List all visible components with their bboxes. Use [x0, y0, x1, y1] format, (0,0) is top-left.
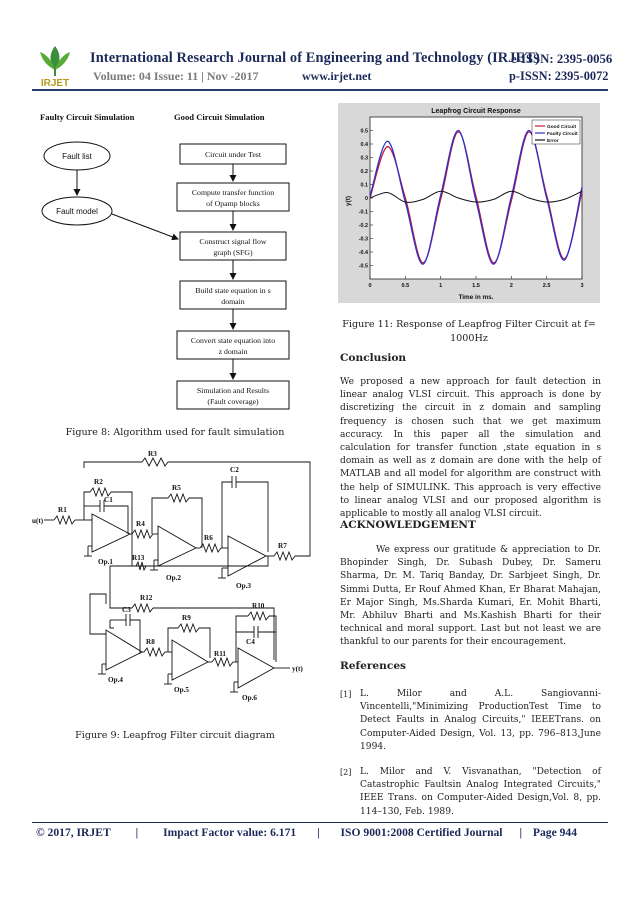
figure11-chart: [338, 103, 600, 303]
label-r8: R8: [146, 638, 155, 646]
page-footer: © 2017, IRJET | Impact Factor value: 6.171 | ISO 9001:2008 Certified Journal | Page 944: [36, 826, 578, 839]
logo-text: IRJET: [40, 78, 70, 88]
footer-rule: [32, 822, 608, 823]
figure8-flowchart: [32, 104, 312, 416]
label-c1: C1: [104, 496, 113, 504]
svg-text:z domain: z domain: [218, 347, 248, 356]
x-tick-label: 0: [368, 283, 372, 289]
journal-title: International Research Journal of Engineering and Technology (IRJET): [90, 50, 540, 66]
x-tick-label: 2: [509, 283, 513, 289]
header-rule: [32, 89, 608, 91]
reference-1: [340, 688, 601, 754]
y-tick-label: 0.3: [360, 155, 368, 162]
conclusion-text: We proposed a new approach for fault detection in linear analog VLSI circuit. This approach is done by discretizing the circuit in z domain and sampling frequency is chosen such that we get maximum accuracy. In this paper all the simulation and calculation for transfer function ,state equation in s domain as well as z domain are done with the help of MATLAB and all model for algorithm are construct with the help of SIMULINK. This approach is very effective to linear analog VLSI and our proposed algorithm is applicable to mostly all analog VLSI circuit.: [340, 377, 601, 520]
y-tick-label: 0: [365, 196, 368, 202]
figure9-circuit: [32, 448, 312, 720]
label-r9: R9: [182, 614, 191, 622]
svg-text:Construct signal flow: Construct signal flow: [199, 237, 267, 246]
volume-issue: Volume: 04 Issue: 11 | Nov -2017: [93, 69, 259, 83]
svg-text:Simulation and Results: Simulation and Results: [196, 386, 270, 395]
svg-text:of Opamp blocks: of Opamp blocks: [206, 199, 260, 208]
footer-page: Page 944: [532, 826, 578, 839]
y-tick-label: -0.1: [358, 209, 368, 216]
y-tick-label: 0.4: [360, 142, 368, 148]
reference-1-num: [1]: [340, 690, 352, 699]
chart-legend: [532, 120, 580, 144]
svg-text:Convert state equation into: Convert state equation into: [190, 336, 276, 345]
x-tick-label: 1.5: [472, 283, 480, 289]
label-op2: Op.2: [166, 574, 181, 582]
references-heading: References: [340, 660, 407, 672]
label-op3: Op.3: [236, 582, 251, 590]
label-op5: Op.5: [174, 686, 189, 694]
acknowledgement-heading: ACKNOWLEDGEMENT: [340, 519, 476, 531]
y-tick-label: -0.3: [358, 236, 368, 243]
reference-2-num: [2]: [340, 768, 352, 777]
label-r10: R10: [252, 602, 265, 610]
figure9-caption: Figure 9: Leapfrog Filter circuit diagram: [75, 730, 275, 741]
legend-label: Error: [547, 139, 559, 144]
box-compute-transfer: [177, 183, 289, 211]
label-r3: R3: [148, 450, 157, 458]
label-r4: R4: [136, 520, 145, 528]
eissn: e-ISSN: 2395-0056: [511, 52, 613, 66]
label-r2: R2: [94, 478, 103, 486]
label-r7: R7: [278, 542, 287, 550]
box-circuit-under-test: [180, 144, 286, 164]
chart-title: Leapfrog Circuit Response: [431, 108, 521, 115]
label-y: y(t): [292, 665, 303, 673]
fault-list-label: Fault list: [62, 152, 92, 161]
label-r5: R5: [172, 484, 181, 492]
acknowledgement-text: We express our gratitude & appreciation to Dr. Bhopinder Singh, Dr. Subash Dubey, Dr. Sameru Sharma, Dr. M. Tariq Banday, Dr. Sarbjeet Singh, Dr. Simmi Dutta, Er Rouf Ahmed Khan, Er Bharat Mahajan, Er Major Singh, Ms.Sharda Kumari, Er. Mohit Bharti, Mr. Abhiluv Bharti and Ms.Kashish Bharti for their technical and moral support. Last but not least we are thankful to our parents for their encouragement.: [340, 545, 601, 648]
y-tick-label: -0.4: [358, 250, 368, 256]
box-construct-sfg: [180, 232, 286, 260]
label-r11: R11: [214, 650, 226, 658]
y-tick-label: -0.2: [358, 223, 368, 229]
legend-label: Faulty Circuit: [547, 132, 578, 137]
y-tick-label: 0.1: [360, 182, 368, 189]
reference-2: [340, 766, 601, 819]
journal-header: [0, 0, 638, 90]
chart-ylabel: y(t): [345, 196, 352, 206]
footer-impact: Impact Factor value: 6.171: [163, 826, 297, 839]
label-r6: R6: [204, 534, 213, 542]
y-tick-label: 0.2: [360, 169, 368, 175]
svg-text:Circuit under Test: Circuit under Test: [204, 150, 262, 159]
label-c3: C3: [122, 606, 131, 614]
label-r13: R13: [132, 554, 145, 562]
svg-text:graph (SFG): graph (SFG): [213, 248, 253, 257]
footer-iso: ISO 9001:2008 Certified Journal: [340, 826, 503, 839]
figure11-caption: Figure 11: Response of Leapfrog Filter Circuit at f= 1000Hz: [342, 319, 596, 344]
pissn: p-ISSN: 2395-0072: [509, 69, 609, 83]
svg-text:Compute transfer function: Compute transfer function: [191, 188, 275, 197]
label-r1: R1: [58, 506, 67, 514]
legend-label: Good Circuit: [547, 125, 577, 130]
label-u: u(t): [32, 517, 44, 525]
conclusion-heading: Conclusion: [340, 352, 407, 364]
y-tick-label: -0.5: [358, 263, 368, 270]
svg-text:Build state equation in s: Build state equation in s: [195, 286, 271, 295]
svg-text:domain: domain: [221, 297, 245, 306]
box-convert-z: [177, 331, 289, 359]
label-op1: Op.1: [98, 558, 113, 566]
chart-xlabel: Time in ms.: [458, 294, 494, 301]
reference-1-text: L. Milor and A.L. Sangiovanni-Vincentelli,"Minimizing ProductionTest Time to Detect Faults in Analog Circuits," IEEETrans. on Computer-Aided Design, Vol. 13, pp. 796–813,June 1994.: [360, 689, 601, 752]
label-c2: C2: [230, 466, 239, 474]
label-op4: Op.4: [108, 676, 123, 684]
y-tick-label: 0.5: [360, 128, 368, 135]
label-r12: R12: [140, 594, 153, 602]
label-op6: Op.6: [242, 694, 257, 702]
figure8-caption: Figure 8: Algorithm used for fault simulation: [65, 427, 285, 438]
footer-copyright: © 2017, IRJET: [36, 826, 111, 839]
x-tick-label: 3: [580, 283, 584, 289]
box-state-equation-s: [180, 281, 286, 309]
good-col-title: Good Circuit Simulation: [174, 112, 265, 122]
fault-model-label: Fault model: [56, 207, 98, 216]
journal-website: www.irjet.net: [302, 69, 372, 83]
irjet-logo-icon: [36, 44, 74, 88]
reference-2-text: L. Milor and V. Visvanathan, "Detection of Catastrophic Faultsin Analog Integrated Circuits," IEEE Trans. on Computer-Aided Design,Vol. 8, pp. 114–130, Feb. 1989.: [360, 767, 601, 817]
label-c4: C4: [246, 638, 255, 646]
box-simulation-results: [177, 381, 289, 409]
faulty-col-title: Faulty Circuit Simulation: [40, 112, 135, 122]
svg-text:(Fault coverage): (Fault coverage): [207, 397, 259, 406]
x-tick-label: 2.5: [542, 283, 551, 289]
x-tick-label: 1: [439, 283, 443, 289]
x-tick-label: 0.5: [401, 283, 410, 289]
